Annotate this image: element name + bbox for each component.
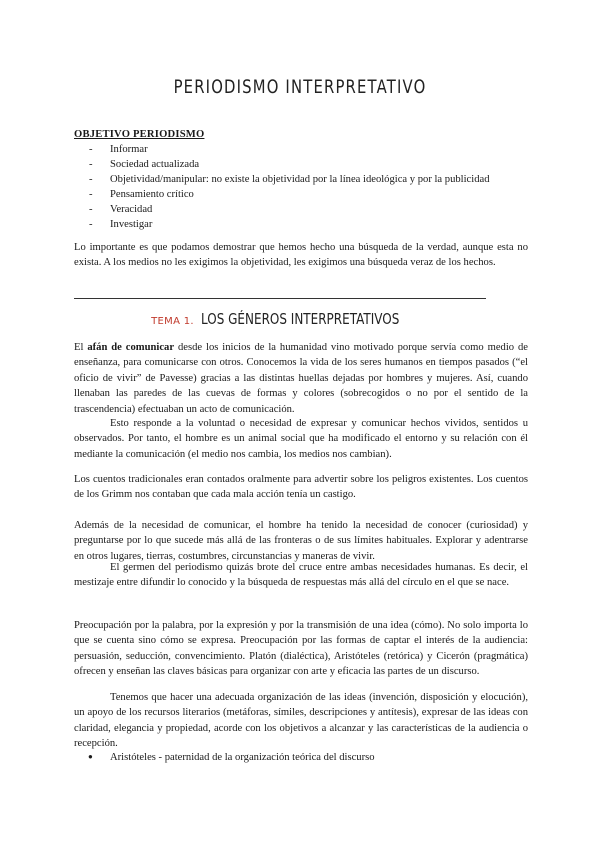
paragraph-1: El afán de comunicar desde los inicios de la humanidad vino motivado porque servía como medio de enseñanza, para comunicarse con otros. Conocemos la vida de los seres humanos en tiempos pasados (“el oficio de vivir” de Pavesse) gracias a las distintas huellas dejadas por hombres y mujeres. Así, cuando llenaban las paredes de las cuevas de formas y colores (sobrecogidos o no por el sentido de la trascendencia) efectuaban un acto de comunicación. xyxy=(74,342,528,415)
section-divider xyxy=(74,298,486,299)
section-heading xyxy=(0,309,600,328)
page-title: PERIODISMO INTERPRETATIVO xyxy=(173,76,427,98)
list-item: - Informar xyxy=(89,144,148,155)
bold-term: afán de comunicar xyxy=(87,342,175,353)
paragraph-7: Tenemos que hacer una adecuada organización de las ideas (invención, disposición y elocución), un apoyo de los recursos literarios (metáforas, símiles, descripciones y antítesis), expresar de las ideas con claridad, elegancia y propiedad, acorde con los objetivos a alcanzar y las características de la audiencia o recepción. xyxy=(74,692,528,750)
tema-label: TEMA 1. xyxy=(151,316,194,327)
objetivo-summary: Lo importante es que podamos demostrar que hemos hecho una búsqueda de la verdad, aunque esta no exista. A los medios no les exigimos la objetividad, les exigimos una búsqueda veraz de los hechos. xyxy=(74,242,528,269)
list-item: - Pensamiento crítico xyxy=(89,189,194,200)
paragraph-2: Esto responde a la voluntad o necesidad de expresar y comunicar hechos vividos, sentidos u observados. Por tanto, el hombre es un animal social que ha modificado el entorno y su relación con él mediante la comunicación (el medio nos cambia, los medios nos cambian). xyxy=(74,418,528,460)
paragraph-6: Preocupación por la palabra, por la expresión y por la transmisión de una idea (cómo). No solo importa lo que se cuenta sino cómo se expresa. Preocupación por las formas de captar el interés de la audiencia: persuasión, seducción, convencimiento. Platón (dialéctica), Aristóteles (retórica) y Cicerón (pragmática) ofrecen y enseñan las claves básicas para organizar con arte y eficacia las partes de un discurso. xyxy=(74,620,528,678)
list-item: - Objetividad/manipular: no existe la objetividad por la línea ideológica y por la publicidad xyxy=(89,174,490,185)
list-item: - Veracidad xyxy=(89,204,153,215)
paragraph-3: Los cuentos tradicionales eran contados oralmente para advertir sobre los peligros existentes. Los cuentos de los Grimm nos contaban que cada mala acción tenía un castigo. xyxy=(74,474,528,501)
list-item: - Investigar xyxy=(89,219,153,230)
paragraph-4: Además de la necesidad de comunicar, el hombre ha tenido la necesidad de conocer (curiosidad) y preguntarse por lo que sucede más allá de las fronteras o de sus límites habituales. Explorar y adentrarse en otros lugares, tierras, costumbres, circunstancias y maneras de vivir. xyxy=(74,520,528,562)
objetivo-heading: OBJETIVO PERIODISMO xyxy=(74,129,205,140)
bullet-item: ● Aristóteles - paternidad de la organización teórica del discurso xyxy=(88,752,375,763)
paragraph-5: El germen del periodismo quizás brote del cruce entre ambas necesidades humanas. Es decir, el mestizaje entre difundir lo conocido y la búsqueda de respuestas más allá del círculo en el que se nace. xyxy=(74,562,528,589)
bullet-dot-icon: ● xyxy=(88,752,93,761)
tema-title: LOS GÉNEROS INTERPRETATIVOS xyxy=(200,310,400,328)
objetivo-list xyxy=(74,142,490,232)
list-item: - Sociedad actualizada xyxy=(89,159,200,170)
